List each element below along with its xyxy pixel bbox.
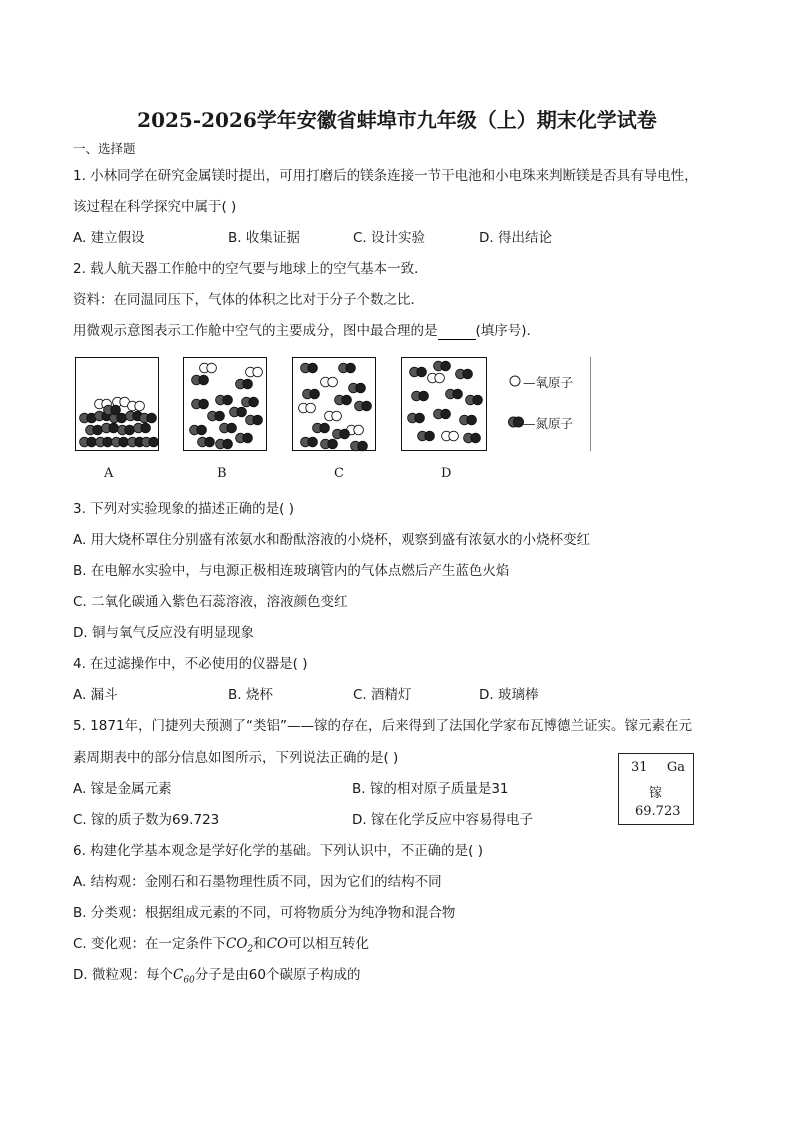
- oxygen-molecule: [428, 373, 445, 383]
- q2-info-line: 资料：在同温同压下，气体的体积之比对于分子个数之比．: [73, 292, 424, 308]
- q6-option-b: B. 分类观：根据组成元素的不同，可将物质分为纯净物和混合物: [73, 905, 456, 921]
- atomic-number: 31: [631, 760, 648, 775]
- nitrogen-molecule: [102, 423, 119, 433]
- nitrogen-molecule: [301, 437, 318, 447]
- nitrogen-molecule: [351, 441, 368, 451]
- diagram-box-a: [75, 357, 159, 451]
- diagram-box-d: [401, 357, 487, 451]
- nitrogen-molecule: [410, 367, 427, 377]
- nitrogen-molecule: [192, 375, 209, 385]
- q5-option-a: A. 镓是金属元素: [73, 781, 172, 797]
- oxygen-molecule: [200, 363, 217, 373]
- nitrogen-molecule: [456, 369, 473, 379]
- q6-option-c-and: 和: [253, 936, 267, 952]
- q5-option-b: B. 镓的相对原子质量是31: [352, 781, 509, 797]
- q3-stem: 3. 下列对实验现象的描述正确的是( ): [73, 501, 294, 517]
- q3-option-a: A. 用大烧杯罩住分别盛有浓氨水和酚酞溶液的小烧杯，观察到盛有浓氨水的小烧杯变红: [73, 532, 591, 548]
- nitrogen-molecule: [242, 397, 259, 407]
- section-heading: 一、选择题: [73, 141, 136, 156]
- nitrogen-molecule: [86, 425, 103, 435]
- diagram-label-d: D: [441, 466, 452, 481]
- atomic-mass: 69.723: [635, 804, 681, 819]
- nitrogen-molecule: [192, 399, 209, 409]
- nitrogen-molecule: [208, 411, 225, 421]
- nitrogen-molecule: [335, 395, 352, 405]
- formula-c60-text: C: [172, 967, 184, 983]
- oxygen-molecule: [128, 401, 145, 411]
- q5-stem-line1: 5. 1871年，门捷列夫预测了“类铝”——镓的存在，后来得到了法国化学家布瓦博德兰证实。镓元素在元: [73, 718, 693, 734]
- oxygen-molecule: [299, 403, 316, 413]
- oxygen-molecule: [321, 377, 338, 387]
- q6-option-d-suffix: 分子是由60个碳原子构成的: [194, 967, 361, 983]
- nitrogen-molecule: [80, 413, 97, 423]
- nitrogen-molecule: [216, 395, 233, 405]
- oxygen-atom-icon: [508, 374, 522, 388]
- q6-option-d-prefix: D. 微粒观：每个: [73, 967, 173, 983]
- q5-option-c: C. 镓的质子数为69.723: [73, 812, 220, 828]
- formula-co: CO: [266, 936, 289, 952]
- nitrogen-molecule: [434, 361, 451, 371]
- molecule-diagram-b: [184, 358, 268, 452]
- nitrogen-molecule: [303, 389, 320, 399]
- nitrogen-atom-icon: [508, 415, 524, 429]
- nitrogen-molecule: [333, 429, 350, 439]
- nitrogen-molecule: [434, 409, 451, 419]
- diagram-box-c: [292, 357, 376, 451]
- nitrogen-molecule: [134, 423, 151, 433]
- q1-stem-line1: 1. 小林同学在研究金属镁时提出，可用打磨后的镁条连接一节干电池和小电珠来判断镁是否具有导电性，: [73, 168, 698, 184]
- oxygen-molecule: [442, 431, 459, 441]
- nitrogen-molecule: [321, 439, 338, 449]
- legend-divider: [590, 357, 591, 451]
- q3-option-d: D. 铜与氧气反应没有明显现象: [73, 625, 254, 641]
- molecule-diagram-d: [402, 358, 488, 452]
- q4-option-a: A. 漏斗: [73, 687, 118, 703]
- q1-option-b: B. 收集证据: [228, 230, 300, 246]
- q4-option-c: C. 酒精灯: [353, 687, 412, 703]
- exam-title: 2025-2026学年安徽省蚌埠市九年级（上）期末化学试卷: [137, 108, 657, 132]
- nitrogen-molecule: [418, 431, 435, 441]
- nitrogen-molecule: [190, 425, 207, 435]
- nitrogen-molecule: [464, 433, 481, 443]
- answer-blank: [438, 325, 476, 340]
- diagram-label-b: B: [217, 466, 227, 481]
- q4-option-b: B. 烧杯: [228, 687, 273, 703]
- molecule-diagram-a: [76, 358, 160, 452]
- nitrogen-molecule: [236, 379, 253, 389]
- q3-option-b: B. 在电解水实验中，与电源正极相连玻璃管内的气体点燃后产生蓝色火焰: [73, 563, 510, 579]
- nitrogen-molecule: [408, 413, 425, 423]
- q6-option-c: [73, 935, 369, 959]
- q1-option-d: D. 得出结论: [479, 230, 552, 246]
- formula-c60: [172, 967, 195, 986]
- nitrogen-molecule: [313, 423, 330, 433]
- nitrogen-molecule: [460, 415, 477, 425]
- formula-co2-subscript: 2: [247, 944, 254, 955]
- formula-co2: [226, 936, 254, 955]
- nitrogen-molecule: [355, 401, 372, 411]
- q3-option-c: C. 二氧化碳通入紫色石蕊溶液，溶液颜色变红: [73, 594, 348, 610]
- formula-c60-subscript: 60: [183, 975, 195, 986]
- q2-question-line: [73, 322, 540, 340]
- oxygen-molecule: [325, 411, 342, 421]
- element-name: 镓: [649, 786, 663, 801]
- q6-option-d: [73, 966, 360, 990]
- q5-option-d: D. 镓在化学反应中容易得电子: [352, 812, 533, 828]
- q6-stem: 6. 构建化学基本观念是学好化学的基础。下列认识中，不正确的是( ): [73, 843, 483, 859]
- legend-nitrogen: —氮原子: [523, 416, 574, 431]
- nitrogen-molecule: [112, 437, 129, 447]
- diagram-label-a: A: [104, 466, 114, 481]
- q6-option-a: A. 结构观：金刚石和石墨物理性质不同，因为它们的结构不同: [73, 874, 442, 890]
- nitrogen-molecule: [349, 383, 366, 393]
- nitrogen-molecule: [246, 415, 263, 425]
- nitrogen-molecule: [220, 423, 237, 433]
- nitrogen-molecule: [412, 391, 429, 401]
- oxygen-molecule: [246, 367, 263, 377]
- element-symbol: Ga: [666, 760, 685, 775]
- nitrogen-molecule: [301, 363, 318, 373]
- q2-question-text: 用微观示意图表示工作舱中空气的主要成分，图中最合理的是: [73, 323, 438, 339]
- q2-stem-line1: 2. 载人航天器工作舱中的空气要与地球上的空气基本一致．: [73, 261, 428, 277]
- q1-option-c: C. 设计实验: [353, 230, 426, 246]
- diagram-box-b: [183, 357, 267, 451]
- nitrogen-molecule: [142, 437, 159, 447]
- periodic-element-card: [618, 753, 694, 825]
- nitrogen-molecule: [230, 407, 247, 417]
- nitrogen-molecule: [198, 437, 215, 447]
- nitrogen-molecule: [96, 437, 113, 447]
- q6-option-c-prefix: C. 变化观：在一定条件下: [73, 936, 227, 952]
- nitrogen-molecule: [104, 405, 121, 415]
- nitrogen-molecule: [339, 363, 356, 373]
- nitrogen-molecule: [140, 413, 157, 423]
- q6-option-c-suffix: 可以相互转化: [288, 936, 370, 952]
- nitrogen-molecule: [236, 433, 253, 443]
- nitrogen-molecule: [446, 389, 463, 399]
- diagram-label-c: C: [334, 466, 344, 481]
- q4-stem: 4. 在过滤操作中，不必使用的仪器是( ): [73, 656, 308, 672]
- q5-stem-line2: 素周期表中的部分信息如图所示，下列说法正确的是( ): [73, 750, 399, 766]
- legend-oxygen: —氧原子: [523, 375, 574, 390]
- formula-co2-text: CO: [226, 936, 248, 952]
- q1-option-a: A. 建立假设: [73, 230, 145, 246]
- nitrogen-molecule: [118, 425, 135, 435]
- q1-stem-line2: 该过程在科学探究中属于( ): [73, 199, 237, 215]
- q2-question-suffix: (填序号)．: [475, 323, 541, 339]
- molecule-diagram-c: [293, 358, 377, 452]
- nitrogen-molecule: [216, 439, 233, 449]
- q4-option-d: D. 玻璃棒: [479, 687, 539, 703]
- nitrogen-molecule: [466, 395, 483, 405]
- nitrogen-molecule: [80, 437, 97, 447]
